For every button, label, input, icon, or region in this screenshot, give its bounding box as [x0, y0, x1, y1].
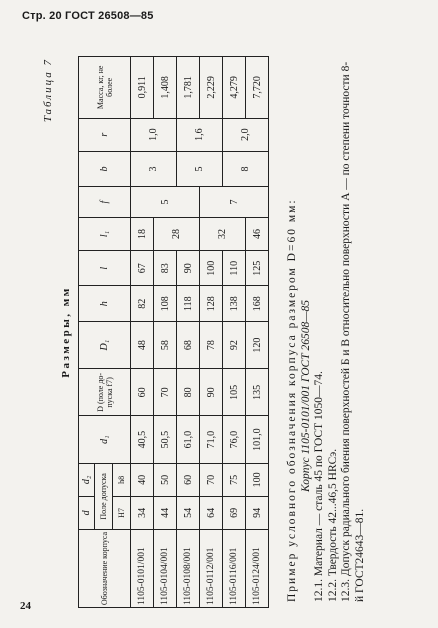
- cell-D1: 68: [177, 321, 200, 368]
- table-row: [131, 57, 154, 608]
- cell-d1: 101,0: [246, 416, 269, 463]
- cell-l: 67: [131, 251, 154, 286]
- cell-h: 138: [223, 286, 246, 321]
- cell-b: 3: [131, 151, 177, 186]
- cell-d: 44: [154, 496, 177, 529]
- cell-b: 5: [177, 151, 223, 186]
- cell-d: 69: [223, 496, 246, 529]
- cell-d1: 61,0: [177, 416, 200, 463]
- cell-d2: 100: [246, 463, 269, 496]
- cell-f: 7: [200, 187, 269, 218]
- header-tolerance-field: Поле допуска: [95, 463, 113, 529]
- cell-h: 128: [200, 286, 223, 321]
- cell-r: 1,0: [131, 118, 177, 151]
- cell-d2: 70: [200, 463, 223, 496]
- cell-h: 118: [177, 286, 200, 321]
- note-material: 12.1. Материал — сталь 45 по ГОСТ 1050—74.: [313, 371, 325, 602]
- cell-d1: 71,0: [200, 416, 223, 463]
- header-h7: H7: [113, 496, 131, 529]
- header-h8: h8: [113, 463, 131, 496]
- cell-d1: 50,5: [154, 416, 177, 463]
- header-d: d: [79, 496, 95, 529]
- row-code: 1105-0112/001: [200, 529, 223, 607]
- cell-b: 8: [223, 151, 269, 186]
- cell-d2: 50: [154, 463, 177, 496]
- cell-D1: 78: [200, 321, 223, 368]
- cell-D1: 48: [131, 321, 154, 368]
- cell-d1: 76,0: [223, 416, 246, 463]
- cell-d2: 75: [223, 463, 246, 496]
- cell-d: 34: [131, 496, 154, 529]
- cell-l1: 18: [131, 217, 154, 250]
- cell-d1: 40,5: [131, 416, 154, 463]
- row-code: 1105-0104/001: [154, 529, 177, 607]
- table-caption: Таблица 7: [42, 58, 54, 123]
- cell-l: 125: [246, 251, 269, 286]
- example-value: Корпус 1105-0101/001 ГОСТ 26508—85: [299, 300, 312, 492]
- header-l1: l₁: [79, 217, 131, 250]
- header-r: r: [79, 118, 131, 151]
- page-number: 24: [20, 600, 31, 612]
- cell-d2: 60: [177, 463, 200, 496]
- cell-D: 135: [246, 369, 269, 416]
- header-h: h: [79, 286, 131, 321]
- cell-d: 54: [177, 496, 200, 529]
- cell-mass: 1,781: [177, 57, 200, 119]
- header-d2: d₂: [79, 463, 95, 496]
- cell-h: 108: [154, 286, 177, 321]
- note-runout: 12.3. Допуск радиального биения поверхностей Б и В относительно поверхности А — по степени точности 8-й ГОСТ24643—81.: [340, 61, 366, 602]
- header-d1: d₁: [79, 416, 131, 463]
- cell-d2: 40: [131, 463, 154, 496]
- table-row: [177, 57, 200, 608]
- header-mass: Масса, кг, не более: [79, 57, 131, 119]
- cell-d: 94: [246, 496, 269, 529]
- header-f: f: [79, 187, 131, 218]
- cell-h: 82: [131, 286, 154, 321]
- cell-l: 100: [200, 251, 223, 286]
- header-D: D (поле до-пуска f7): [79, 369, 131, 416]
- cell-r: 2,0: [223, 118, 269, 151]
- cell-mass: 4,279: [223, 57, 246, 119]
- cell-mass: 0,911: [131, 57, 154, 119]
- cell-l: 90: [177, 251, 200, 286]
- row-code: 1105-0108/001: [177, 529, 200, 607]
- note-hardness: 12.2. Твердость 42...46,5 HRCэ.: [326, 448, 339, 602]
- cell-f: 5: [131, 187, 200, 218]
- row-code: 1105-0124/001: [246, 529, 269, 607]
- cell-h: 168: [246, 286, 269, 321]
- cell-mass: 2,229: [200, 57, 223, 119]
- cell-D1: 92: [223, 321, 246, 368]
- cell-mass: 7,720: [246, 57, 269, 119]
- cell-D: 70: [154, 369, 177, 416]
- dimensions-table: [78, 56, 269, 608]
- cell-D: 80: [177, 369, 200, 416]
- cell-D: 60: [131, 369, 154, 416]
- example-label: Пример условного обозначения корпуса размером D=60 мм:: [286, 198, 298, 602]
- header-l: l: [79, 251, 131, 286]
- cell-D: 105: [223, 369, 246, 416]
- cell-r: 1,6: [177, 118, 223, 151]
- cell-l: 83: [154, 251, 177, 286]
- notes-block: [286, 57, 367, 602]
- cell-l: 110: [223, 251, 246, 286]
- cell-D: 90: [200, 369, 223, 416]
- cell-l1: 28: [154, 217, 200, 250]
- page-header: Стр. 20 ГОСТ 26508—85: [22, 10, 154, 22]
- cell-l1: 46: [246, 217, 269, 250]
- table-row: [223, 57, 246, 608]
- cell-d: 64: [200, 496, 223, 529]
- dimensions-header: Размеры, мм: [60, 286, 72, 378]
- cell-D1: 58: [154, 321, 177, 368]
- header-b: b: [79, 151, 131, 186]
- cell-l1: 32: [200, 217, 246, 250]
- row-code: 1105-0116/001: [223, 529, 246, 607]
- cell-D1: 120: [246, 321, 269, 368]
- header-D1: D₁: [79, 321, 131, 368]
- row-code: 1105-0101/001: [131, 529, 154, 607]
- header-designation: Обозначение корпуса: [79, 529, 131, 607]
- rotated-table-page: [14, 52, 414, 612]
- cell-mass: 1,408: [154, 57, 177, 119]
